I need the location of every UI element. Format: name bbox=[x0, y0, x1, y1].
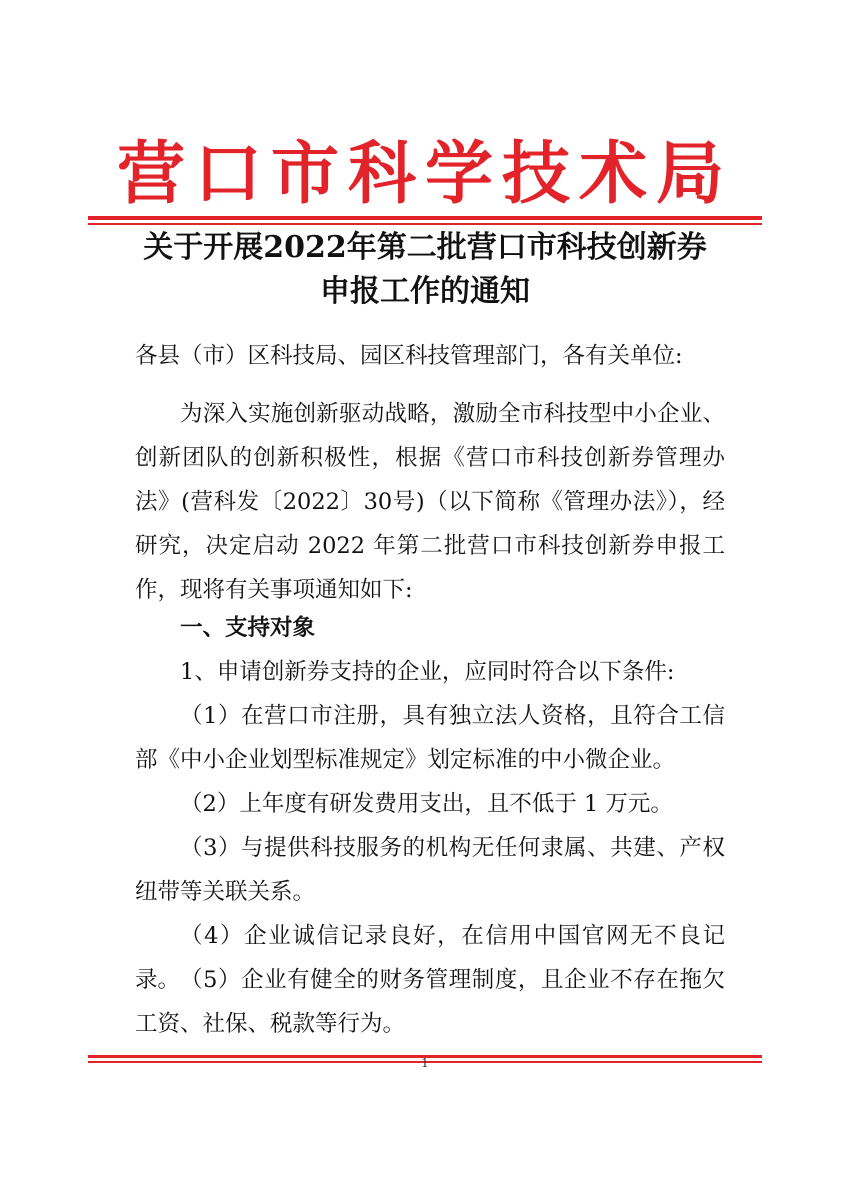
condition-1: （1）在营口市注册，具有独立法人资格，且符合工信部《中小企业划型标准规定》划定标准的中小微企业。 bbox=[135, 703, 725, 773]
condition-3: （3）与提供科技服务的机构无任何隶属、共建、产权纽带等关联关系。 bbox=[135, 835, 725, 905]
condition-5: （5）企业有健全的财务管理制度，且企业不存在拖欠工资、社保、税款等行为。 bbox=[135, 967, 725, 1037]
section-heading-support-targets: 一、支持对象 bbox=[180, 615, 316, 641]
intro-paragraph: 为深入实施创新驱动战略，激励全市科技型中小企业、创新团队的创新积极性，根据《营口市科技创新券管理办法》(营科发〔2022〕30号)（以下简称《管理办法》），经研究，决定启动 2022 年第二批营口市科技创新券申报工作，现将有关事项通知如下: bbox=[135, 401, 725, 603]
header-rule-thick bbox=[88, 216, 762, 220]
condition-2: （2）上年度有研发费用支出，且不低于 1 万元。 bbox=[180, 791, 673, 817]
item-1: 1、申请创新券支持的企业，应同时符合以下条件: bbox=[180, 659, 675, 685]
document-title-line2: 申报工作的通知 bbox=[320, 274, 530, 309]
document-title-line1: 关于开展2022年第二批营口市科技创新券 bbox=[143, 230, 707, 265]
page-number: 1 bbox=[421, 1056, 429, 1070]
salutation: 各县（市）区科技局、园区科技管理部门，各有关单位: bbox=[135, 343, 683, 369]
header-rule-thin bbox=[88, 223, 762, 225]
condition-4: （4）企业诚信记录良好，在信用中国官网无不良记录。 bbox=[135, 923, 725, 993]
agency-masthead: 营口市科学技术局 bbox=[116, 134, 733, 214]
